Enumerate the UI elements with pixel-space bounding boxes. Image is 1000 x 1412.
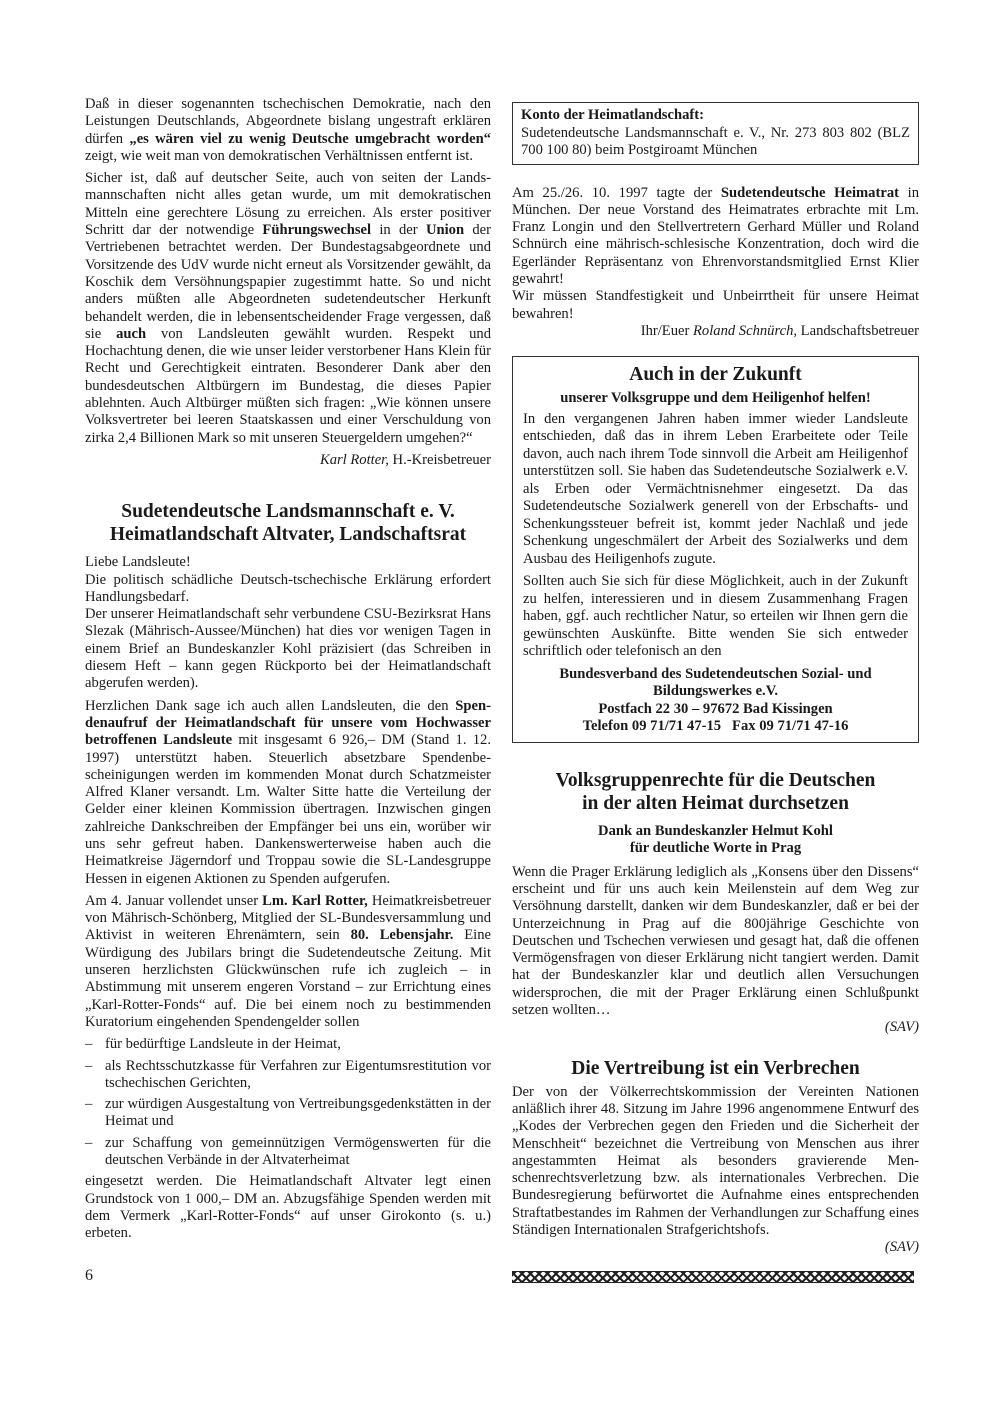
donation-purpose-list [85, 1036, 491, 1169]
text-segment: eingesetzt werden. Die Heimatlandschaft Altvater legt einen Grundstock von 1 000,– DM an. Abzugsfähige Spenden werden mit dem Vermerk „Karl-Rotter-Fonds“ auf unser Girokonto (s. u.) erbeten. [85, 1173, 491, 1242]
heading-line: Heimatlandschaft Altvater, Landschaftsrat [109, 524, 467, 546]
paragraph [85, 554, 491, 571]
intro-article [85, 96, 491, 447]
text-segment: Daß in dieser sogenannten tschechischen Demokratie, nach den Leistungen Deutschlands, Abgeordnete bislang ungestraft erklären dürfen [85, 96, 491, 147]
paragraph [85, 698, 491, 888]
bold-text: Union [425, 222, 465, 239]
bold-text: 80. Lebensjahr. [350, 927, 454, 944]
text-segment: in München. Der neue Vorstand des Heimatrates erbrachte mit Lm. Franz Longin und den Stellvertretern Gerhard Müller und Roland Schnürch eine mährisch-schlesische Konzentration, doch wird die Egerländer Repräsentanz von Ehrenvorstandsmitglied Ernst Klier gewahrt! [512, 184, 920, 287]
account-details: Sudetendeutsche Landsmannschaft e. V., Nr. 273 803 802 (BLZ 700 100 80) beim Postgiroamt München [521, 124, 910, 158]
bold-text: Führungswechsel [262, 222, 372, 239]
heading-line: Volksgruppenrechte für die Deutschen [555, 769, 876, 791]
paragraph [85, 170, 491, 447]
paragraph [85, 96, 491, 165]
article-text: Der von der Völkerrechtskommission der Vereinten Nationen anläßlich ihrer 48. Sitzung im Jahre 1996 angenommene Entwurf des „Kodes der Verbrechen gegen den Frieden und die Sicherheit der Menschheit“ bezeichnet die Vertreibung von Menschen aus ihrer angestammten Heimat als besonders gravierende Menschenrechtsverletzung bzw. als internationales Verbrechen. Die Bundesregierung befürwortet die Aufnahme eines entsprechenden Straftatbestandes im Rahmen der Verhandlungen zur Schaffung eines Ständigen Internationalen Strafgerichtshofs. [512, 1083, 919, 1239]
bold-text: Lm. Karl Rotter, [262, 892, 368, 909]
signature-name: Roland Schnürch, [693, 322, 798, 339]
paragraph [85, 572, 491, 607]
text-segment: Der unserer Heimatlandschaft sehr verbundene CSU-Bezirksrat Hans Slezak (Mährisch-Aussee/München) hat dies vor wenigen Tagen in einem Brief an Bundeskanzler Kohl präzisiert (das Schreiben in diesem Heft – kann gegen Rückporto bei der Heimatlandschaft abgerufen werden). [85, 606, 491, 692]
article-heading: Die Vertreibung ist ein Verbrechen [571, 1057, 860, 1079]
address-block [523, 666, 908, 736]
text-segment: Am 4. Januar vollendet unser [85, 892, 263, 909]
paragraph [512, 185, 919, 289]
article-heading [85, 500, 491, 546]
phone-fax-line: Telefon 09 71/71 47-15 Fax 09 71/71 47-16 [582, 718, 849, 735]
text-segment: der Vertriebenen betrachtet werden. Der Bundestagsabgeordnete und Vorsitzende des UdV wurde nicht erneut als Vorsitzender gewählt, da Koschik dem Versöhnungspapier zugestimmt hatte. So und nicht anders müßten alle Abgeordneten sudetendeutscher Herkunft behandelt werden, die in lebensentscheidender Frage vergessen, daß sie [85, 222, 491, 342]
heading-line: in der alten Heimat durchsetzen [582, 792, 849, 814]
list-item [85, 1036, 491, 1053]
signature-name: Karl Rotter, [319, 451, 389, 468]
closing-paragraph [85, 1173, 491, 1242]
dash: – [85, 1096, 93, 1113]
signature-role: Landschaftsbetreuer [797, 322, 919, 339]
list-item [85, 1058, 491, 1093]
article-text: Wenn die Prager Erklärung lediglich als „Konsens über den Dissens“ erscheint und für uns auch kein Meilenstein auf dem Weg zur Versöhnung darstellt, danken wir dem Bundeskanzler, daß er bei der Unterzeichnung in Prag auf die 800jährige Geschichte von Deutschen und Tschechen verwiesen und gesagt hat, daß die offenen Vermögensfragen von dieser Erklärung nicht tangiert werden. Damit hat der Bundeskanzler klar und deutlich allen Versuchungen widersprochen, die mit der Prager Erklärung einen Schlußpunkt setzen wollten… [512, 863, 919, 1019]
paragraph [523, 573, 908, 661]
address-line: Bundesverband des Sudetendeutschen Sozial- und [559, 665, 872, 682]
text-segment: Sicher ist, daß auf deutscher Seite, auch von seiten der Landsmannschaften nicht alles getan wurde, um mit demokratischen Mitteln eine gerechtere Lösung zu erreichen. Als erster positiver Schritt dar der notwendige [85, 170, 491, 239]
bold-text: Spendenaufruf der Heimatlandschaft für unsere vom Hochwasser betroffenen Landsleute [85, 697, 491, 749]
intro-signature [85, 452, 491, 469]
list-item-text: zur Schaffung von gemeinnützigen Vermögenswerten für die deutschen Verbände in der Altvaterheimat [105, 1134, 491, 1169]
page-number: 6 [85, 1266, 93, 1284]
dash: – [85, 1057, 93, 1074]
list-item-text: für bedürftige Landsleute in der Heimat, [105, 1036, 341, 1053]
legacy-donation-box [512, 356, 919, 743]
paragraph [523, 411, 908, 569]
decorative-ornament-divider [512, 1271, 914, 1283]
right-column [512, 102, 919, 1283]
landschaftsrat-article [85, 554, 491, 1031]
dash: – [85, 1036, 93, 1053]
text-segment: von Landsleuten gewählt wurden. Respekt und Hochachtung denen, die wie unser leider verstorbener Hans Klein für Recht und Gerechtigkeit eintraten. Besonderer Dank aber den bundesdeutschen Altbürgern im Bundestag, die dieses Papier ablehnten. Auch Altbürger müßten sich fragen: „Wie können unsere Volksvertreter bei leeren Staatskassen und einer Verschuldung von zirka 2,4 Billionen Mark so mit unseren Steuergeldern umgehen?“ [85, 325, 491, 446]
text-segment: Liebe Landsleute! [85, 554, 191, 571]
text-segment: In den vergangenen Jahren haben immer wieder Landsleute entschieden, daß das in ihrem Leben Erarbeitete oder Teile davon, auch nach ihrem Tode sinnvoll die Arbeit am Heiligenhof unterstützen soll. Sie haben das Sudetendeutsche Sozialwerk e.V. als Erben oder Vermächtnisnehmer eingesetzt. Da das Sudetendeutsche Sozialwerk generell von der Erbschafts- und Schenkungssteuer befreit ist, kommt jeder Nachlaß und jede Schenkung ungeschmälert der Arbeit des Sozialwerks und dem Ausbau des Heiligenhofs zugute. [523, 410, 908, 567]
box-title: Auch in der Zukunft [629, 364, 802, 386]
list-item-text: zur würdigen Ausgestaltung von Vertreibungsgedenkstätten in der Heimat und [105, 1096, 491, 1130]
heading-line: Sudetendeutsche Landsmannschaft e. V. [121, 501, 455, 523]
box-text [523, 411, 908, 661]
heimatrat-signature [512, 323, 919, 340]
account-title: Konto der Heimatlandschaft: [521, 107, 704, 123]
text-segment: Am 25./26. 10. 1997 tagte der [512, 184, 721, 201]
address-line: Postfach 22 30 – 97672 Bad Kissingen [598, 700, 833, 717]
text-segment: mit insgesamt 6 926,– DM (Stand 1. 12. 1997) unterstützt haben. Steuerlich absetzbare Spendenbescheinigungen werden im kommenden Monat durch Schatzmeister Alfred Klaner versandt. Lm. Walter Sitte hatte die Verteilung der Gelder einer kleinen Kommission übertragen. Inzwischen gingen zahlreiche Dankschreiben der Empfänger bei uns ein, worüber wir uns sehr gefreut haben. Dankenswerterweise haben auch die Heimatkreise Jägerndorf und Troppau sowie die SL-Landesgruppe Hessen in eigenen Aktionen zu Spenden aufgerufen. [85, 732, 491, 887]
signature-prefix: Ihr/Euer [640, 322, 693, 339]
paragraph [85, 1173, 491, 1242]
bold-text: Sudetendeutsche Heimatrat [720, 184, 899, 201]
list-item [85, 1096, 491, 1131]
text-segment: Eine Würdigung des Jubilars bringt die Sudetendeutsche Zeitung. Mit unseren herzlichsten Glückwünschen rufe ich zugleich – in Abstimmung mit unserem engeren Vorstand – zur Errichtung eines „Karl-Rotter-Fonds“ auf. Die bei einem noch zu bestimmenden Kuratorium eingehenden Spendengelder sollen [85, 927, 491, 1030]
heimatrat-text [512, 185, 919, 289]
bold-text: „es wären viel zu wenig Deutsche umgebracht worden“ [129, 130, 491, 147]
text-segment: Sollten auch Sie sich für diese Möglichkeit, auch in der Zukunft zu helfen, interessieren und in diesem Zusammenhang Fragen haben, ggf. auch rechtlicher Natur, so erteilen wir Ihnen gern die gewünschten Auskünfte. Bitte wenden Sie sich entweder schriftlich oder telefonisch an den [523, 573, 908, 660]
text-segment: Heimatkreisbetreuer von Mährisch-Schönberg, Mitglied der SL-Bundesversammlung und Aktivist in weiteren Ehrenämtern, sein [85, 892, 491, 944]
article-subheading [512, 823, 919, 858]
left-column [85, 96, 491, 1284]
subheading-line: für deutliche Worte in Prag [629, 840, 802, 857]
list-item-text: als Rechtsschutzkasse für Verfahren zur Eigentumsrestitution vor tschechischen Gerichten, [105, 1057, 491, 1091]
volksgruppenrechte-article [512, 769, 919, 1037]
text-segment: in der [371, 222, 426, 239]
heimatrat-article [512, 185, 919, 341]
signature-role: H.-Kreisbetreuer [388, 451, 491, 468]
dash: – [85, 1134, 93, 1151]
vertreibung-article [512, 1057, 919, 1257]
source-tag: (SAV) [884, 1239, 919, 1256]
text-segment: Die politisch schädliche Deutsch-tschechische Erklärung erfordert Handlungsbedarf. [85, 571, 491, 605]
text-segment: Herzlichen Dank sage ich auch allen Landsleuten, die den [85, 697, 456, 714]
source-tag: (SAV) [884, 1019, 919, 1036]
article-heading [512, 769, 919, 815]
bold-text: auch [116, 325, 147, 342]
text-segment: zeigt, wie weit man von demokratischen Verhältnissen entfernt ist. [85, 147, 473, 164]
closing-text: Wir müssen Standfestigkeit und Unbeirrtheit für unsere Heimat bewahren! [512, 288, 919, 322]
box-subtitle: unserer Volksgruppe und dem Heiligenhof helfen! [560, 390, 871, 407]
address-line: Bildungswerkes e.V. [652, 683, 778, 700]
account-box [512, 102, 919, 165]
list-item [85, 1135, 491, 1170]
subheading-line: Dank an Bundeskanzler Helmut Kohl [598, 822, 833, 839]
paragraph [85, 893, 491, 1031]
paragraph [85, 606, 491, 692]
